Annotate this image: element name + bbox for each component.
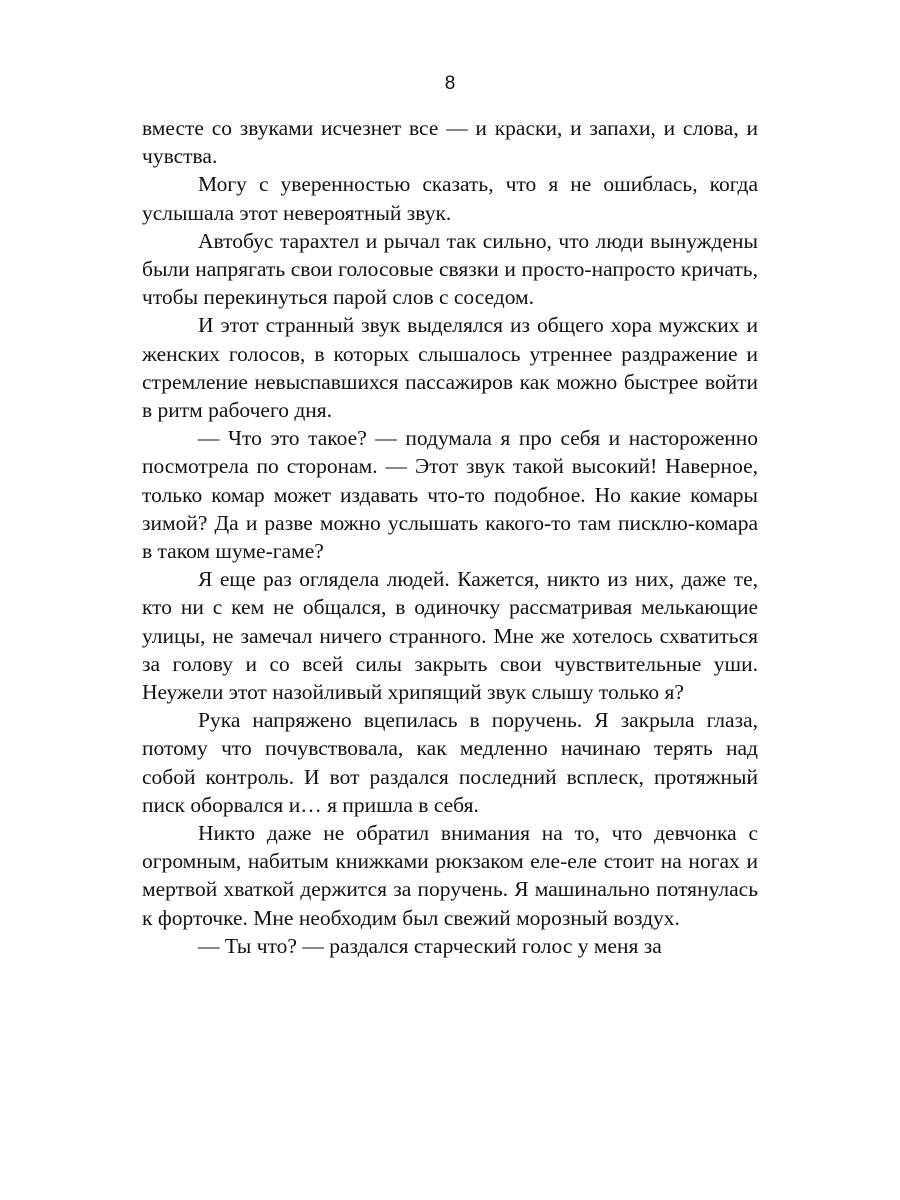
page-text — [142, 114, 758, 960]
paragraph-8: Никто даже не обратил внимания на то, что девчонка с огромным, набитым книжками рюкзаком еле-еле стоит на ногах и мертвой хваткой держится за поручень. Я машинально потянулась к форточке. Мне необходим был свежий морозный воздух. — [142, 821, 758, 930]
paragraph-5: — Что это такое? — подумала я про себя и настороженно посмотрела по сторонам. — Этот звук такой высокий! Наверное, только комар может издавать что-то подобное. Но какие комары зимой? Да и разве можно услышать какого-то там писклю-комара в таком шуме-гаме? — [142, 426, 758, 564]
paragraph-9: — Ты что? — раздался старческий голос у меня за — [198, 933, 662, 958]
page-number: 8 — [444, 73, 456, 94]
paragraph-1: вместе со звуками исчезнет все — и краски, и запахи, и слова, и чувства. — [142, 116, 758, 169]
paragraph-6: Я еще раз оглядела людей. Кажется, никто из них, даже те, кто ни с кем не общался, в одиночку рассматривая мелькающие улицы, не замечал ничего странного. Мне же хотелось схватиться за голову и со всей силы закрыть свои чувствительные уши. Неужели этот назойливый хрипящий звук слышу только я? — [142, 567, 758, 705]
paragraph-4: И этот странный звук выделялся из общего хора мужских и женских голосов, в которых слышалось утреннее раздражение и стремление невыспавшихся пассажиров как можно быстрее войти в ритм рабочего дня. — [142, 313, 758, 423]
paragraph-3: Автобус тарахтел и рычал так сильно, что люди вынуждены были напрягать свои голосовые связки и просто-напросто кричать, чтобы перекинуться парой слов с соседом. — [142, 228, 758, 310]
paragraph-2: Могу с уверенностью сказать, что я не ошиблась, когда услышала этот невероятный звук. — [142, 172, 758, 225]
paragraph-7: Рука напряжено вцепилась в поручень. Я закрыла глаза, потому что почувствовала, как медленно начинаю терять над собой контроль. И вот раздался последний всплеск, протяжный писк оборвался и… я пришла в себя. — [142, 708, 758, 817]
